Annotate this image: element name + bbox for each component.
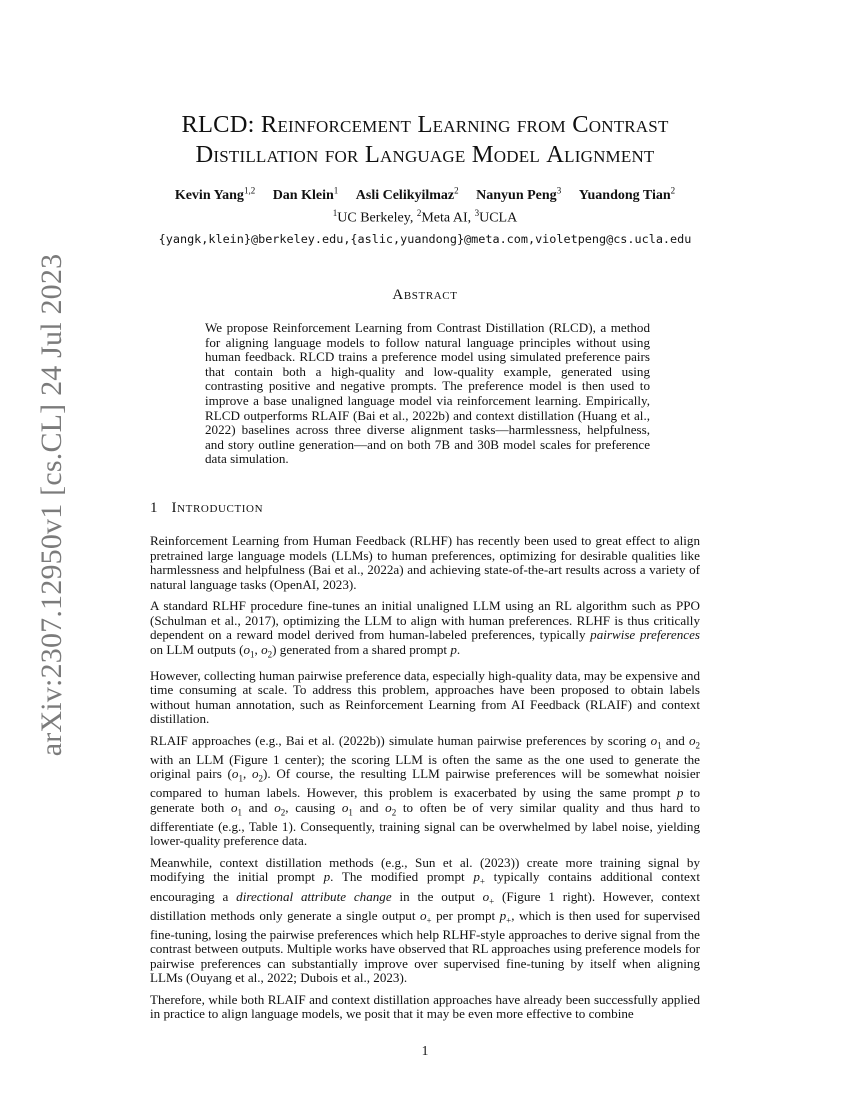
paper-title — [100, 110, 750, 170]
section-title: Introduction — [171, 500, 264, 516]
author: Asli Celikyilmaz$^2$ — [355, 185, 459, 203]
paragraph: Reinforcement Learning from Human Feedback (RLHF) has recently been used to great effect to align pretrained large language models (LLMs) to human preferences, optimizing for desirable qualities like harmlessness and helpfulness (Bai et al., 2022a) and achieving state-of-the-art results across a variety of natural language tasks (OpenAI, 2023). — [150, 533, 700, 592]
title-line-1: RLCD: Reinforcement Learning from Contrast — [181, 111, 669, 138]
section-heading — [150, 500, 263, 517]
paragraph: A standard RLHF procedure fine-tunes an initial unaligned LLM using an RL algorithm such as PPO (Schulman et al., 2017), optimizing the LLM to align with human preferences. RLHF is thus critically dependent on a reward model derived from human-labeled preferences, typically pairwise preferences on LLM outputs ($o_1$, $o_2$) generated from a shared prompt p. — [150, 598, 700, 660]
paragraph: Therefore, while both RLAIF and context distillation approaches have already been successfully applied in practice to align language models, we posit that it may be even more effective to combine — [150, 991, 700, 1022]
body-text — [150, 534, 700, 1029]
author: Nanyun Peng$^3$ — [476, 185, 562, 203]
author: Dan Klein$^1$ — [272, 185, 339, 203]
paragraph: However, collecting human pairwise preference data, especially high-quality data, may be expensive and time consuming at scale. To address this problem, approaches have been proposed to obtain labels without human annotation, such as Reinforcement Learning from AI Feedback (RLAIF) and context distillation. — [150, 667, 700, 727]
section-number: 1 — [150, 500, 158, 516]
title-line-2: Distillation for Language Model Alignment — [195, 141, 655, 168]
abstract-heading: Abstract — [392, 287, 458, 303]
author-list — [100, 185, 750, 204]
abstract-text: We propose Reinforcement Learning from Contrast Distillation (RLCD), a method for aligning language models to follow natural language principles without using human feedback. RLCD trains a preference model using simulated preference pairs that contain both a high-quality and low-quality example, generated using contrasting positive and negative prompts. The preference model is then used to improve a base unaligned language model via reinforcement learning. Empirically, RLCD outperforms RLAIF (Bai et al., 2022b) and context distillation (Huang et al., 2022) baselines across three diverse alignment tasks—harmlessness, helpfulness, and story outline generation—and on both 7B and 30B model scales for preference data simulation. — [205, 320, 650, 467]
affiliations: $^1$UC Berkeley, $^2$Meta AI, $^3$UCLA — [332, 208, 518, 226]
paragraph: Meanwhile, context distillation methods (e.g., Sun et al. (2023)) create more training signal by modifying the initial prompt p. The modified prompt $p_+$ typically contains additional context encouraging a directional attribute change in the output $o_+$ (Figure 1 right). However, context distillation methods only generate a single output $o_+$ per prompt $p_+$, which is then used for supervised fine-tuning, losing the pairwise preferences which help RLHF-style approaches to derive signal from the contrast between outputs. Multiple works have observed that RL approaches using preference models for pairwise preferences can substantially improve over supervised fine-tuning by itself when aligning LLMs (Ouyang et al., 2022; Dubois et al., 2023). — [150, 854, 701, 986]
author-emails: {yangk,klein}@berkeley.edu,{aslic,yuandong}@meta.com,violetpeng@cs.ucla.edu — [158, 232, 692, 246]
author: Kevin Yang$^{1,2}$ — [174, 185, 256, 203]
author: Yuandong Tian$^2$ — [578, 185, 676, 203]
paragraph: RLAIF approaches (e.g., Bai et al. (2022b)) simulate human pairwise preferences by scoring $o_1$ and $o_2$ with an LLM (Figure 1 center); the scoring LLM is often the same as the one used to generate the original pairs ($o_1$, $o_2$). Of course, the resulting LLM pairwise preferences will be somewhat noisier compared to human labels. However, this problem is exacerbated by using the same prompt p to generate both $o_1$ and $o_2$, causing $o_1$ and $o_2$ to often be of very similar quality and thus hard to differentiate (e.g., Table 1). Consequently, training signal can be overwhelmed by label noise, yielding lower-quality preference data. — [150, 732, 701, 849]
page-number: 1 — [421, 1043, 429, 1058]
arxiv-stamp: arXiv:2307.12950v1 [cs.CL] 24 Jul 2023 — [35, 253, 68, 757]
